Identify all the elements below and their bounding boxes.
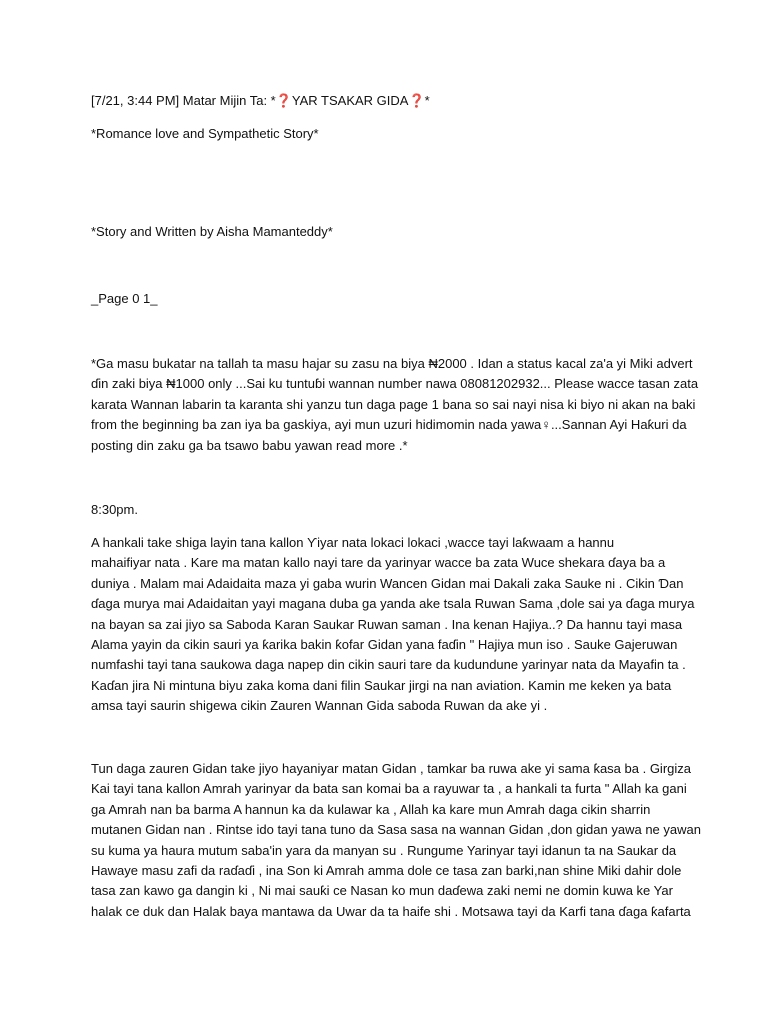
advert-notice: [91, 354, 699, 456]
story-paragraph-2: [91, 759, 701, 922]
paragraph-line: ɗaga murya mai Adaidaitan yayi magana duba ga yanda ake tsala Ruwan Sama ,dole sai ya ɗaga murya: [91, 596, 695, 612]
paragraph-line: Hawaye masu zafi da raɗaɗi , ina Son ki Amrah amma dole ce tasa zan barki,nan shine Miki dahir dole: [91, 863, 682, 879]
notice-line: posting din zaku ga ba tsawo babu yawan read more .*: [91, 437, 408, 453]
notice-line: *Ga masu bukatar na tallah ta masu hajar su zasu na biya ₦2000 . Idan a status kacal za'a yi Miki advert: [91, 356, 693, 371]
paragraph-line: duniya . Malam mai Adaidaita maza yi gaba wurin Wancen Gidan mai Dakali zaka Sauke ni . Cikin Ɗan: [91, 575, 684, 591]
paragraph-line: halak ce duk dan Halak baya mantawa da Uwar da ta haife shi . Motsawa tayi da Karfi tana ɗaga ƙafarta: [91, 903, 691, 919]
paragraph-line: tasa zan kawo ga dangin ki , Ni mai sauƙi ce Nasan ko mun daɗewa zaki nemi ne domin kuwa ke Yar: [91, 883, 673, 899]
paragraph-line: Alama yayin da cikin sauri ya ƙarika bakin ƙofar Gidan yana faɗin " Hajiya mun iso . Sauke Gajeruwan: [91, 637, 678, 653]
paragraph-line: A hankali take shiga layin tana kallon Ƴiyar nata lokaci lokaci ,wacce tayi laƙwaam a hannu: [91, 535, 615, 550]
paragraph-line: amsa tayi saurin shigewa cikin Zauren Wannan Gida saboda Ruwan da ake yi .: [91, 698, 548, 714]
message-header: [7/21, 3:44 PM] Matar Mijin Ta: *❓YAR TSAKAR GIDA❓*: [91, 93, 430, 108]
time-marker: 8:30pm.: [91, 502, 138, 517]
paragraph-line: na bayan sa zai jiyo sa Saboda Karan Saukar Ruwan saman . Ina kenan Hajiya..? Da hannu tayi masa: [91, 616, 683, 632]
paragraph-line: mahaifiyar nata . Kare ma matan kallo nayi tare da yarinyar wacce ba zata Wuce shekara ɗaya ba a: [91, 555, 666, 571]
paragraph-line: Kaɗan jira Ni mintuna biyu zaka koma dani filin Saukar jirgi na nan aviation. Kamin me keken ya bata: [91, 677, 672, 693]
paragraph-line: Tun daga zauren Gidan take jiyo hayaniyar matan Gidan , tamkar ba ruwa ake yi sama ƙasa ba . Girgiza: [91, 761, 691, 776]
notice-line: ɗin zaki biya ₦1000 only ...Sai ku tuntuɓi wannan number nawa 08081202932... Please wacce tasan zata: [91, 376, 699, 392]
story-subtitle: *Romance love and Sympathetic Story*: [91, 126, 319, 141]
paragraph-line: ga Amrah nan ba barma A hannun ka da kulawar ka , Allah ka kare mun Amrah daga cikin sharrin: [91, 801, 651, 817]
author-credit: *Story and Written by Aisha Mamanteddy*: [91, 224, 333, 239]
paragraph-line: su kuma ya haura mutum saba'in yara da manyan su . Rungume Yarinyar tayi idanun ta na Saukar da: [91, 842, 677, 858]
story-paragraph-1: [91, 533, 695, 717]
paragraph-line: numfashi tayi tana saukowa daga napep din cikin sauri tare da kudundune yarinyar nata da Mayafin ta .: [91, 657, 686, 673]
paragraph-line: Kai tayi tana kallon Amrah yarinyar da bata san komai ba a rayuwar ta , a hankali ta furta " Allah ka gani: [91, 781, 687, 797]
notice-line: from the beginning ba zan iya ba gaskiya, ayi mun uzuri hidimomin nada yawa♀...Sannan Ayi Haƙuri da: [91, 417, 687, 433]
notice-line: karata Wannan labarin ta karanta shi yanzu tun daga page 1 bana so sai nayi nisa ki biyo ni akan na baki: [91, 396, 696, 412]
page-label: _Page 0 1_: [91, 291, 158, 306]
paragraph-line: mutanen Gidan nan . Rintse ido tayi tana tuno da Sasa sasa na wannan Gidan ,don gidan yawa ne yawan: [91, 822, 701, 838]
